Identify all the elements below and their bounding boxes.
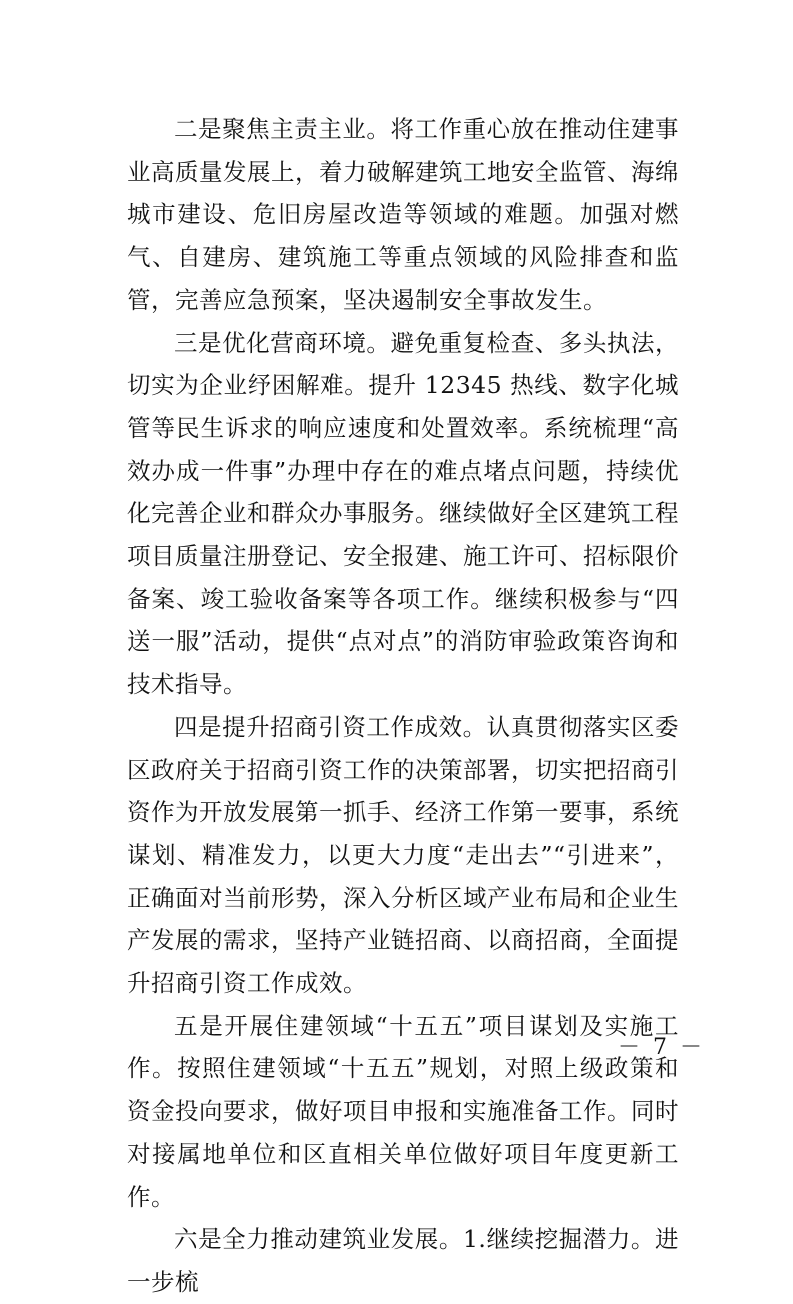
page-number: － 7 － [618,1035,705,1060]
paragraph-15th-five-year-projects: 五是开展住建领域“十五五”项目谋划及实施工作。按照住建领域“十五五”规划，对照上级政策和资金投向要求，做好项目申报和实施准备工作。同时对接属地单位和区直相关单位做好项目年度更新工作。 [127,1011,679,1211]
paragraph-investment-attraction: 四是提升招商引资工作成效。认真贯彻落实区委区政府关于招商引资工作的决策部署，切实把招商引资作为开放发展第一抓手、经济工作第一要事，系统谋划、精准发力，以更大力度“走出去”“引进来”，正确面对当前形势，深入分析区域产业布局和企业生产发展的需求，坚持产业链招商、以商招商，全面提升招商引资工作成效。 [127,712,679,998]
paragraph-construction-industry: 六是全力推动建筑业发展。1.继续挖掘潜力。进一步梳 [127,1225,679,1296]
body-text [127,108,679,1304]
paragraph-focus-main-duties: 二是聚焦主责主业。将工作重心放在推动住建事业高质量发展上，着力破解建筑工地安全监管、海绵城市建设、危旧房屋改造等领域的难题。加强对燃气、自建房、建筑施工等重点领域的风险排查和监管，完善应急预案，坚决遏制安全事故发生。 [127,115,679,314]
paragraph-business-environment: 三是优化营商环境。避免重复检查、多头执法，切实为企业纾困解难。提升 12345 热线、数字化城管等民生诉求的响应速度和处置效率。系统梳理“高效办成一件事”办理中存在的难点堵点问题，持续优化完善企业和群众办事服务。继续做好全区建筑工程项目质量注册登记、安全报建、施工许可、招标限价备案、竣工验收备案等各项工作。继续积极参与“四送一服”活动，提供“点对点”的消防审验政策咨询和技术指导。 [127,328,679,699]
